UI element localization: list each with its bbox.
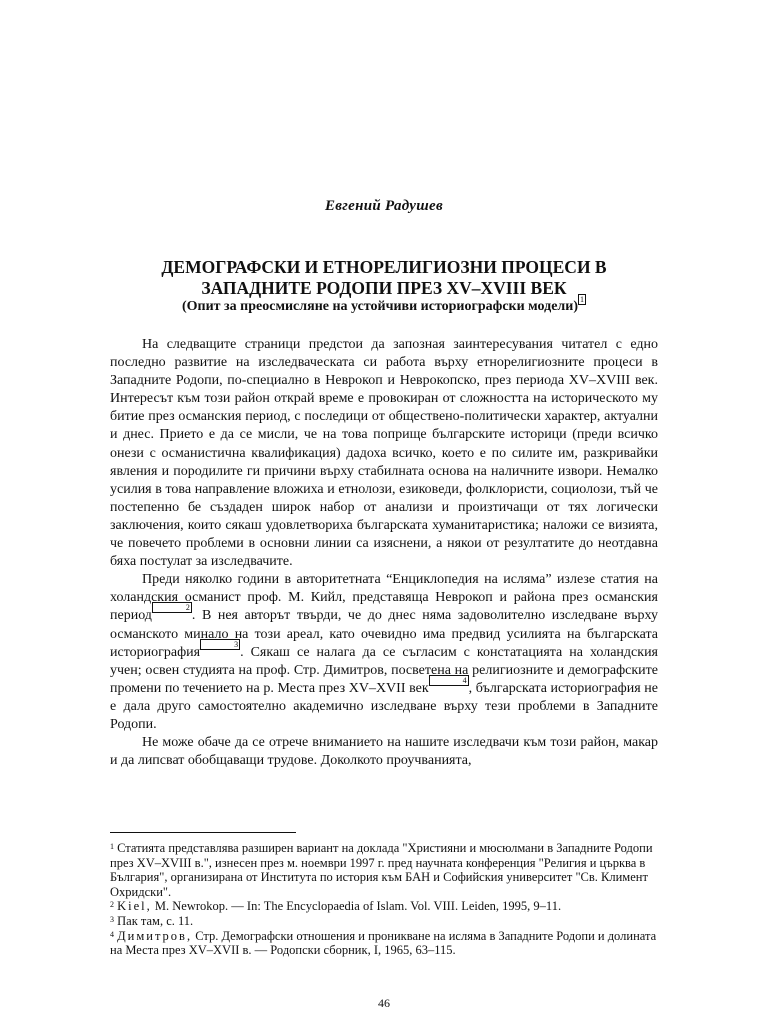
footnote-2-text: M. Newrokop. — In: The Encyclopaedia of Islam. Vol. VIII. Leiden, 1995, 9–11. xyxy=(151,899,562,914)
footnote-separator xyxy=(110,832,296,833)
footnote-1 xyxy=(110,841,658,899)
paragraph-2-part-a: Преди няколко години в авторитетната “Енциклопедия на исляма” излезе статия на холандския османист проф. М. Кийл, представяща Неврокоп и района през османския период xyxy=(110,572,658,624)
title-line-1: ДЕМОГРАФСКИ И ЕТНОРЕЛИГИОЗНИ ПРОЦЕСИ В xyxy=(161,257,607,277)
footnote-3-number: 3 xyxy=(110,914,114,924)
page-number: 46 xyxy=(378,996,390,1010)
footnote-ref-3[interactable]: 3 xyxy=(200,639,240,650)
article-body xyxy=(110,336,658,770)
footnote-2-author: Kiel, xyxy=(117,899,152,914)
footnote-3-text: Пак там, с. 11. xyxy=(117,913,194,928)
paragraph-2-part-c: . Сякаш се налага да се съгласим с констатацията на холандския учен; освен студията на проф. Стр. Димитров, посветена на религиозните и демографските промени по течението на р. Места през XV–XVII век xyxy=(110,644,658,696)
footnote-1-number: 1 xyxy=(110,842,114,851)
subtitle-text: (Опит за преосмисляне на устойчиви историографски модели) xyxy=(181,299,579,314)
paragraph-1: На следващите страници предстои да запозная заинтересувания читател с едно последно развитие на изследваческата си работа върху етнорелигиозните процеси в Западните Родопи, по-специално в Неврокоп и Неврокопско, през периода XV–XVIII век. Интересът към този район открай време е провокиран от сложността на историческото му битие през османския период, с последици от обществено-политически характер, актуални и днес. Прието е да се мисли, че на това поприще българските историци (преди всичко онези с османистична квалификация) дадоха всичко, което е по силите им, разкривайки явления и породилите ги причини върху стабилната основа на наличните извори. Немалко усилия в това направление вложиха и етнолози, езиковеди, фолклористи, социолози, тъй че постепенно бе създаден широк набор от анализи и произтичащи от тях логически заключения, които сякаш удовлетвориха българската хуманитаристика; наложи се визията, че повечето проблеми в основни линии са изяснени, а някои от резултатите до неотдавна бяха постулат за изследвачите. xyxy=(110,337,658,570)
footnote-3 xyxy=(110,914,658,929)
footnote-1-text: Статията представлява разширен вариант на доклада "Християни и мюсюлмани в Западните Родопи през XV–XVIII в.", изнесен през м. ноември 1997 г. пред научната конференция "Религия и църква в България", организирана от Института по история към БАН и Софийския университет "Св. Климент Охридски". xyxy=(110,841,653,899)
paragraph-2 xyxy=(110,571,658,734)
title-line-2: ЗАПАДНИТЕ РОДОПИ ПРЕЗ XV–XVIII ВЕК xyxy=(201,278,567,298)
paragraph-3: Не може обаче да се отрече вниманието на нашите изследвачи към този район, макар и да липсват обобщаващи трудове. Доколкото проучванията, xyxy=(110,735,658,769)
paragraph-2-part-b: . В нея авторът твърди, че до днес няма задоволително изследване върху османското минало на този ареал, като очевидно има предвид усилията на българската историография xyxy=(110,608,658,660)
paragraph-2-part-d: , българската историография не е дала друго самостоятелно академично изследване върху тези проблеми в Западните Родопи. xyxy=(110,680,658,732)
footnote-4-author: Димитров, xyxy=(117,928,193,943)
article-title xyxy=(110,257,658,299)
article-subtitle xyxy=(110,295,658,315)
footnotes xyxy=(110,841,658,958)
footnote-2 xyxy=(110,899,658,914)
footnote-2-number: 2 xyxy=(110,900,114,910)
footnote-4-number: 4 xyxy=(110,929,114,939)
footnote-ref-1[interactable]: 1 xyxy=(580,295,585,304)
footnote-ref-4[interactable]: 4 xyxy=(429,675,469,686)
footnote-4 xyxy=(110,929,658,958)
author-name: Евгений Радушев xyxy=(324,198,443,214)
footnote-4-text: Стр. Демографски отношения и проникване на исляма в Западните Родопи и долината на Места през XV–XVII в. — Родопски сборник, I, 1965, 63–115. xyxy=(110,928,657,958)
footnote-ref-2[interactable]: 2 xyxy=(152,602,192,613)
